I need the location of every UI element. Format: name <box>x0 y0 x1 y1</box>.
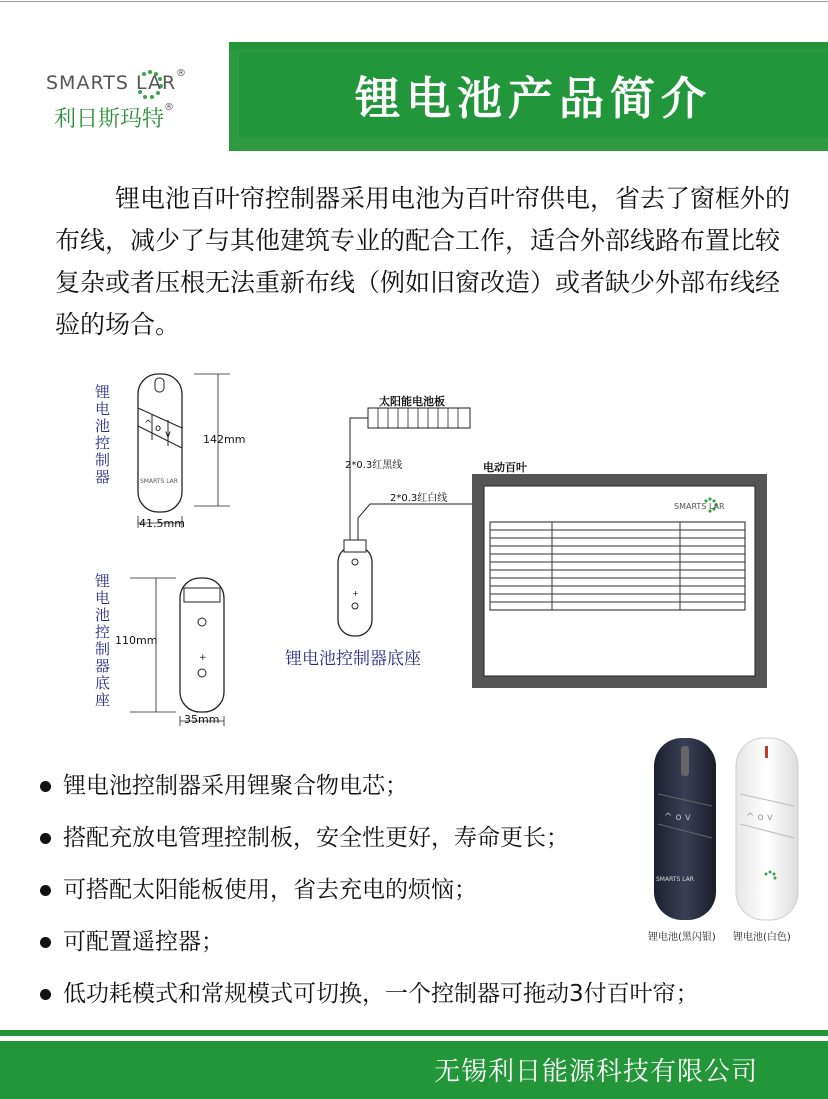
footer-divider <box>0 1030 828 1036</box>
base-label-text: 锂电池控制器底座 <box>93 573 111 709</box>
top-border <box>0 1 828 2</box>
wire-red-white-label: 2*0.3红白线 <box>390 493 448 504</box>
controller-label-text: 锂电池控制器 <box>93 384 111 486</box>
feature-item <box>40 812 699 864</box>
feature-item <box>40 916 699 968</box>
page-title: 锂电池产品简介 <box>354 72 712 125</box>
intro-paragraph: 锂电池百叶帘控制器采用电池为百叶帘供电，省去了窗框外的布线，减少了与其他建筑专业的配合工作，适合外部线路布置比较复杂或者压根无法重新布线（例如旧窗改造）或者缺少外部布线经验的场合。 <box>55 184 791 339</box>
company-name: 无锡利日能源科技有限公司 <box>433 1057 758 1087</box>
base-caption: 锂电池控制器底座 <box>285 649 421 669</box>
logo-english: SMARTS LAR <box>46 72 177 94</box>
brand-logo <box>40 62 200 142</box>
white-device-caption: 锂电池(白色) <box>733 932 791 943</box>
feature-text: 可配置遥控器； <box>63 929 224 955</box>
feature-text: 搭配充放电管理控制板，安全性更好，寿命更长； <box>63 825 569 851</box>
black-device-logo: SMARTS LAR <box>656 876 694 883</box>
controller-vertical-label <box>92 384 112 491</box>
base-vertical-label <box>92 573 112 714</box>
feature-item <box>40 760 699 812</box>
base-width-dim: 35mm <box>184 713 220 726</box>
controller-logo: SMARTS LAR <box>140 478 178 485</box>
wire-red-black-label: 2*0.3红黑线 <box>345 460 403 471</box>
controller-drawing <box>130 368 250 538</box>
feature-list <box>40 760 699 1020</box>
bullet-icon <box>40 937 51 948</box>
feature-item <box>40 864 699 916</box>
logo-chinese: 利日斯玛特 <box>54 107 165 132</box>
blind-label: 电动百叶 <box>483 461 527 474</box>
feature-text: 锂电池控制器采用锂聚合物电芯； <box>63 773 408 799</box>
controller-up-button: ^ <box>144 419 153 430</box>
svg-text:^ o v: ^ o v <box>746 812 773 823</box>
registered-mark: ® <box>176 68 186 79</box>
svg-text:+: + <box>199 653 207 663</box>
bullet-icon <box>40 885 51 896</box>
feature-text: 可搭配太阳能板使用，省去充电的烦恼； <box>63 877 477 903</box>
svg-text:^ o v: ^ o v <box>664 812 691 823</box>
controller-width-dim: 41.5mm <box>139 517 185 530</box>
header-band <box>229 42 828 151</box>
footer-band <box>0 1041 828 1099</box>
base-height-dim: 110mm <box>115 634 158 647</box>
base-drawing <box>126 570 236 730</box>
black-device-caption: 锂电池(黑闪银) <box>648 932 716 943</box>
bullet-icon <box>40 833 51 844</box>
feature-text: 低功耗模式和常规模式可切换，一个控制器可拖动3付百叶帘； <box>63 981 699 1007</box>
svg-text:+: + <box>352 589 359 598</box>
feature-item <box>40 968 699 1020</box>
solar-panel-label: 太阳能电池板 <box>379 395 445 408</box>
bullet-icon <box>40 989 51 1000</box>
registered-mark-cn: ® <box>164 102 174 113</box>
blind-logo: SMARTS LAR <box>674 502 725 511</box>
bullet-icon <box>40 781 51 792</box>
blind-drawing <box>472 474 772 690</box>
controller-ok-button: o <box>155 423 162 434</box>
product-photos <box>648 734 808 924</box>
controller-down-button: v <box>165 429 171 440</box>
header-inner <box>239 52 828 137</box>
controller-height-dim: 142mm <box>203 433 246 446</box>
wiring-drawing <box>330 400 480 660</box>
